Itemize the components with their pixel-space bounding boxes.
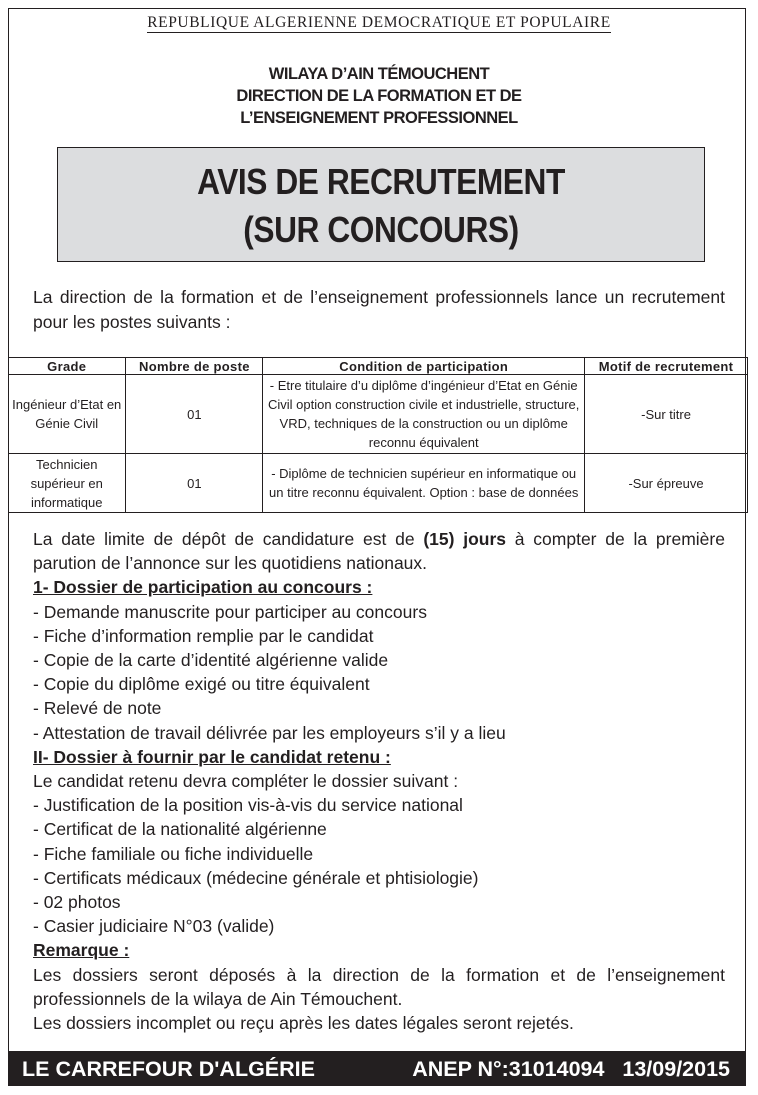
cell-condition: - Etre titulaire d’u diplôme d’ingénieur d’Etat en Génie Civil option construction civile et industrielle, structure, VRD, techniques de la construction ou un diplôme reconnu équivalent <box>263 375 585 454</box>
list-item: - Attestation de travail délivrée par les employeurs s’il y a lieu <box>33 722 506 743</box>
list-item: - Copie de la carte d’identité algérienne valide <box>33 650 389 671</box>
list-item: - 02 photos <box>33 892 121 913</box>
positions-table <box>8 357 748 513</box>
cell-count: 01 <box>126 454 263 513</box>
list-item: - Copie du diplôme exigé ou titre équivalent <box>33 674 370 695</box>
title-line-1: AVIS DE RECRUTEMENT <box>197 161 565 202</box>
cell-motif: -Sur épreuve <box>585 454 748 513</box>
cell-condition: - Diplôme de technicien supérieur en informatique ou un titre reconnu équivalent. Option : base de données <box>263 454 585 513</box>
section2-heading: II- Dossier à fournir par le candidat retenu : <box>33 746 391 767</box>
col-header-condition: Condition de participation <box>263 358 585 375</box>
deadline-paragraph: La date limite de dépôt de candidature est de (15) jours à compter de la première parution de l’annonce sur les quotidiens nationaux. <box>33 529 725 574</box>
deadline-days: (15) jours <box>423 529 507 549</box>
cell-motif: -Sur titre <box>585 375 748 454</box>
col-header-count: Nombre de poste <box>126 358 263 375</box>
org-line-enseignement: L’ENSEIGNEMENT PROFESSIONNEL <box>240 109 518 127</box>
list-item: - Fiche familiale ou fiche individuelle <box>33 843 314 864</box>
remark-line: Les dossiers seront déposés à la direction de la formation et de l’enseignement professionnels de la wilaya de Ain Témouchent. <box>33 964 725 1009</box>
cell-grade: Ingénieur d’Etat en Génie Civil <box>8 375 126 454</box>
list-item: - Casier judiciaire N°03 (valide) <box>33 916 275 937</box>
anep-number: ANEP N°:31014094 <box>412 1057 605 1081</box>
list-item: - Certificats médicaux (médecine générale et phtisiologie) <box>33 867 479 888</box>
col-header-motif: Motif de recrutement <box>585 358 748 375</box>
org-line-wilaya: WILAYA D’AIN TÉMOUCHENT <box>268 65 490 83</box>
publication-date: 13/09/2015 <box>622 1057 730 1081</box>
list-item: - Justification de la position vis-à-vis du service national <box>33 795 463 816</box>
col-header-grade: Grade <box>8 358 126 375</box>
table-header-row <box>8 358 748 375</box>
table-row <box>8 454 748 513</box>
list-item: - Fiche d’information remplie par le candidat <box>33 625 374 646</box>
org-line-direction: DIRECTION DE LA FORMATION ET DE <box>236 87 522 105</box>
intro-paragraph: La direction de la formation et de l’enseignement professionnels lance un recrutement pour les postes suivants : <box>33 287 725 332</box>
cell-grade: Technicien supérieur en informatique <box>8 454 126 513</box>
table-row <box>8 375 748 454</box>
title-line-2: (SUR CONCOURS) <box>243 209 519 250</box>
remark-line: Les dossiers incomplet ou reçu après les dates légales seront rejetés. <box>33 1013 574 1034</box>
notice-body <box>33 527 725 1035</box>
list-item: - Relevé de note <box>33 698 162 719</box>
list-item: - Certificat de la nationalité algérienne <box>33 819 327 840</box>
footer-bar <box>8 1052 746 1086</box>
section2-intro: Le candidat retenu devra compléter le dossier suivant : <box>33 771 459 792</box>
remark-heading: Remarque : <box>33 940 130 961</box>
title-box <box>57 147 705 262</box>
list-item: - Demande manuscrite pour participer au concours <box>33 601 427 622</box>
organization-header <box>0 63 758 129</box>
section1-heading: 1- Dossier de participation au concours : <box>33 577 373 598</box>
newspaper-name: LE CARREFOUR D'ALGÉRIE <box>22 1057 315 1081</box>
republic-header: REPUBLIQUE ALGERIENNE DEMOCRATIQUE ET POPULAIRE <box>147 14 611 31</box>
footer-reference <box>412 1052 730 1086</box>
cell-count: 01 <box>126 375 263 454</box>
